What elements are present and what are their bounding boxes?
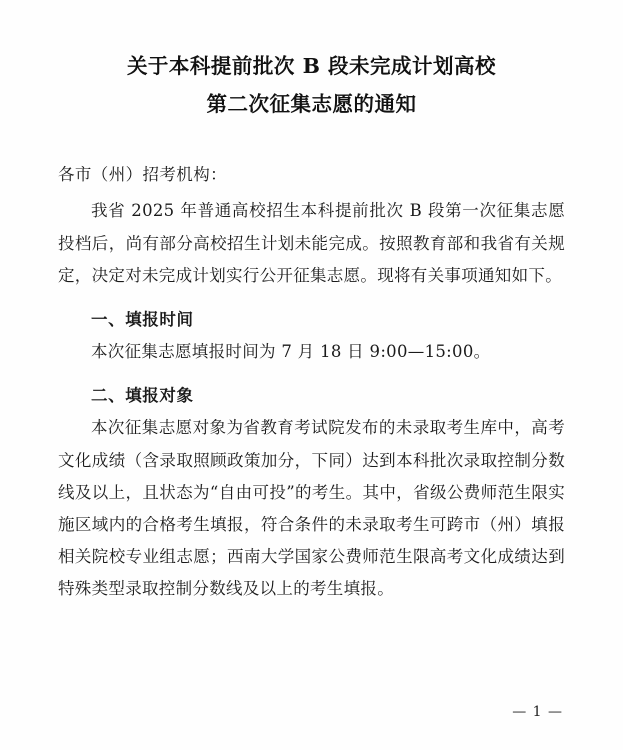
- page-title-line-1: 关于本科提前批次 B 段未完成计划高校: [126, 54, 497, 78]
- section-body-1: 本次征集志愿填报时间为 7 月 18 日 9:00—15:00。: [91, 342, 491, 362]
- salutation: 各市（州）招考机构：: [58, 164, 227, 184]
- section-body-2: 本次征集志愿对象为省教育考试院发布的未录取考生库中，高考文化成绩（含录取照顾政策加分，下同）达到本科批次录取控制分数线及以上，且状态为“自由可投”的考生。其中，省级公费师范生限实施区域内的合格考生填报，符合条件的未录取考生可跨市（州）填报相关院校专业组志愿；西南大学国家公费师范生限高考文化成绩达到特殊类型录取控制分数线及以上的考生填报。: [58, 418, 565, 599]
- section-heading-1: 一、填报时间: [91, 309, 194, 329]
- page-number: — 1 —: [512, 704, 563, 720]
- page-title: [58, 48, 565, 124]
- page-title-line-2: 第二次征集志愿的通知: [206, 91, 417, 116]
- section-heading-2: 二、填报对象: [91, 386, 194, 406]
- intro-paragraph: 我省 2025 年普通高校招生本科提前批次 B 段第一次征集志愿投档后，尚有部分高校招生计划未能完成。按照教育部和我省有关规定，决定对未完成计划实行公开征集志愿。现将有关事项通知如下。: [58, 201, 565, 285]
